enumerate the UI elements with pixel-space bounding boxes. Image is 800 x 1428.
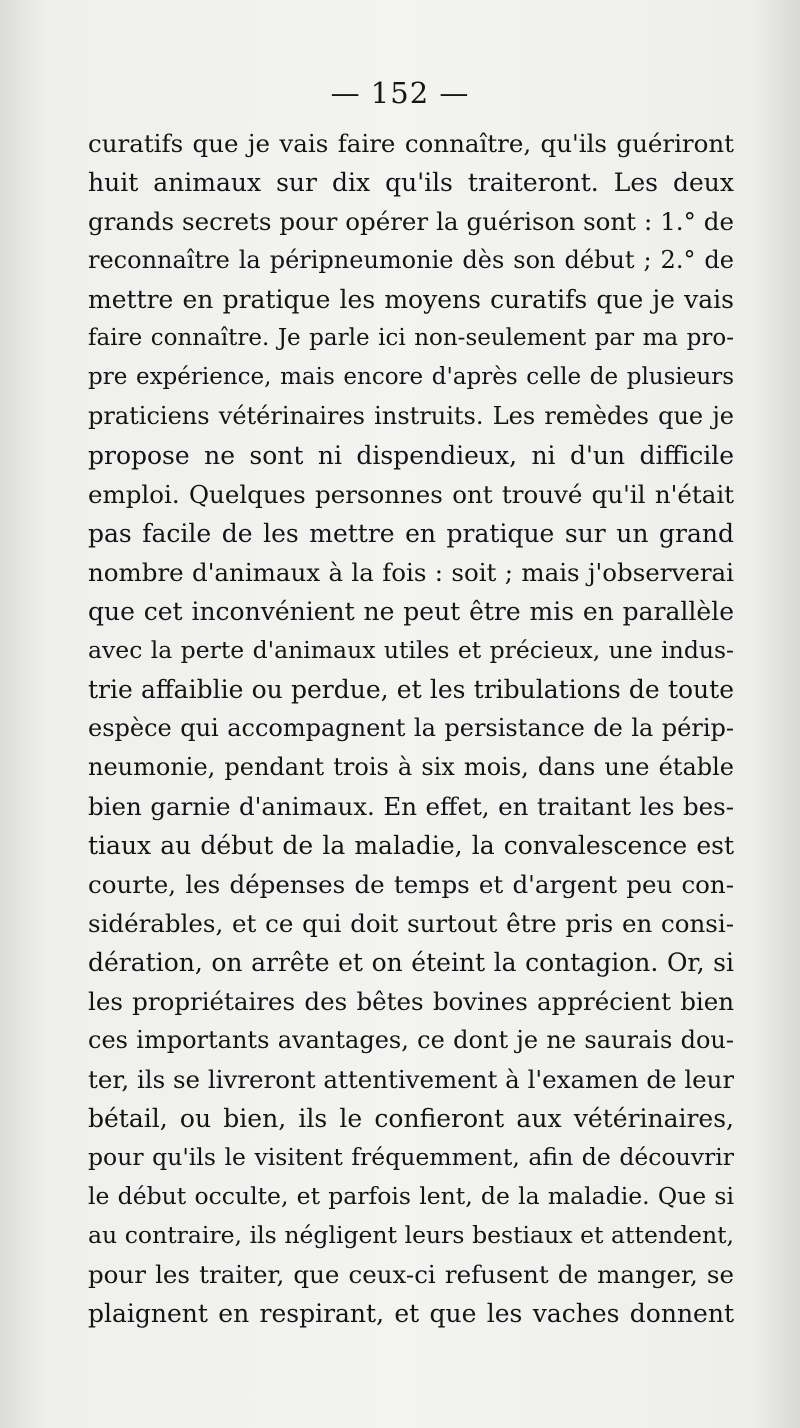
text-line: mettre en pratique les moyens curatifs que je vais xyxy=(88,285,734,314)
text-line: courte, les dépenses de temps et d'argent peu con- xyxy=(88,870,734,899)
text-line: sidérables, et ce qui doit surtout être pris en consi- xyxy=(88,909,734,938)
text-line: au contraire, ils négligent leurs bestiaux et attendent, xyxy=(88,1221,734,1249)
text-line: plaignent en respirant, et que les vaches donnent xyxy=(88,1299,734,1328)
text-line: avec la perte d'animaux utiles et précieux, une indus- xyxy=(88,636,734,664)
text-line: le début occulte, et parfois lent, de la maladie. Que si xyxy=(88,1182,734,1210)
text-line: nombre d'animaux à la fois : soit ; mais j'observerai xyxy=(88,558,734,587)
text-line: emploi. Quelques personnes ont trouvé qu'il n'était xyxy=(88,480,734,509)
text-line: propose ne sont ni dispendieux, ni d'un difficile xyxy=(88,441,734,470)
text-line: espèce qui accompagnent la persistance de la périp- xyxy=(88,714,734,742)
text-line: curatifs que je vais faire connaître, qu'ils guériront xyxy=(88,129,734,158)
text-line: trie affaiblie ou perdue, et les tribulations de toute xyxy=(88,675,734,704)
text-line: ces importants avantages, ce dont je ne saurais dou- xyxy=(88,1026,734,1054)
text-line: ter, ils se livreront attentivement à l'examen de leur xyxy=(88,1065,734,1094)
text-line: praticiens vétérinaires instruits. Les remèdes que je xyxy=(88,402,734,430)
text-line: pre expérience, mais encore d'après celle de plusieurs xyxy=(88,364,734,390)
text-line: dération, on arrête et on éteint la contagion. Or, si xyxy=(88,948,734,977)
text-line: pas facile de les mettre en pratique sur un grand xyxy=(88,519,734,548)
text-line: faire connaître. Je parle ici non-seulement par ma pro- xyxy=(88,325,734,351)
text-line: pour qu'ils le visitent fréquemment, afin de découvrir xyxy=(88,1143,734,1171)
text-line: bien garnie d'animaux. En effet, en traitant les bes- xyxy=(88,792,734,821)
page-number: — 152 — xyxy=(330,76,470,110)
text-line: les propriétaires des bêtes bovines apprécient bien xyxy=(88,987,734,1016)
text-line: pour les traiter, que ceux-ci refusent de manger, se xyxy=(88,1260,734,1289)
text-line: bétail, ou bien, ils le confieront aux vétérinaires, xyxy=(88,1104,734,1133)
text-line: grands secrets pour opérer la guérison sont : 1.° de xyxy=(88,207,734,236)
text-line: reconnaître la péripneumonie dès son début ; 2.° de xyxy=(88,246,734,274)
text-line: que cet inconvénient ne peut être mis en parallèle xyxy=(88,597,734,626)
text-line: neumonie, pendant trois à six mois, dans une étable xyxy=(88,753,734,781)
body-text xyxy=(88,124,734,1333)
text-line: huit animaux sur dix qu'ils traiteront. Les deux xyxy=(88,168,734,197)
text-line: tiaux au début de la maladie, la convalescence est xyxy=(88,831,734,860)
